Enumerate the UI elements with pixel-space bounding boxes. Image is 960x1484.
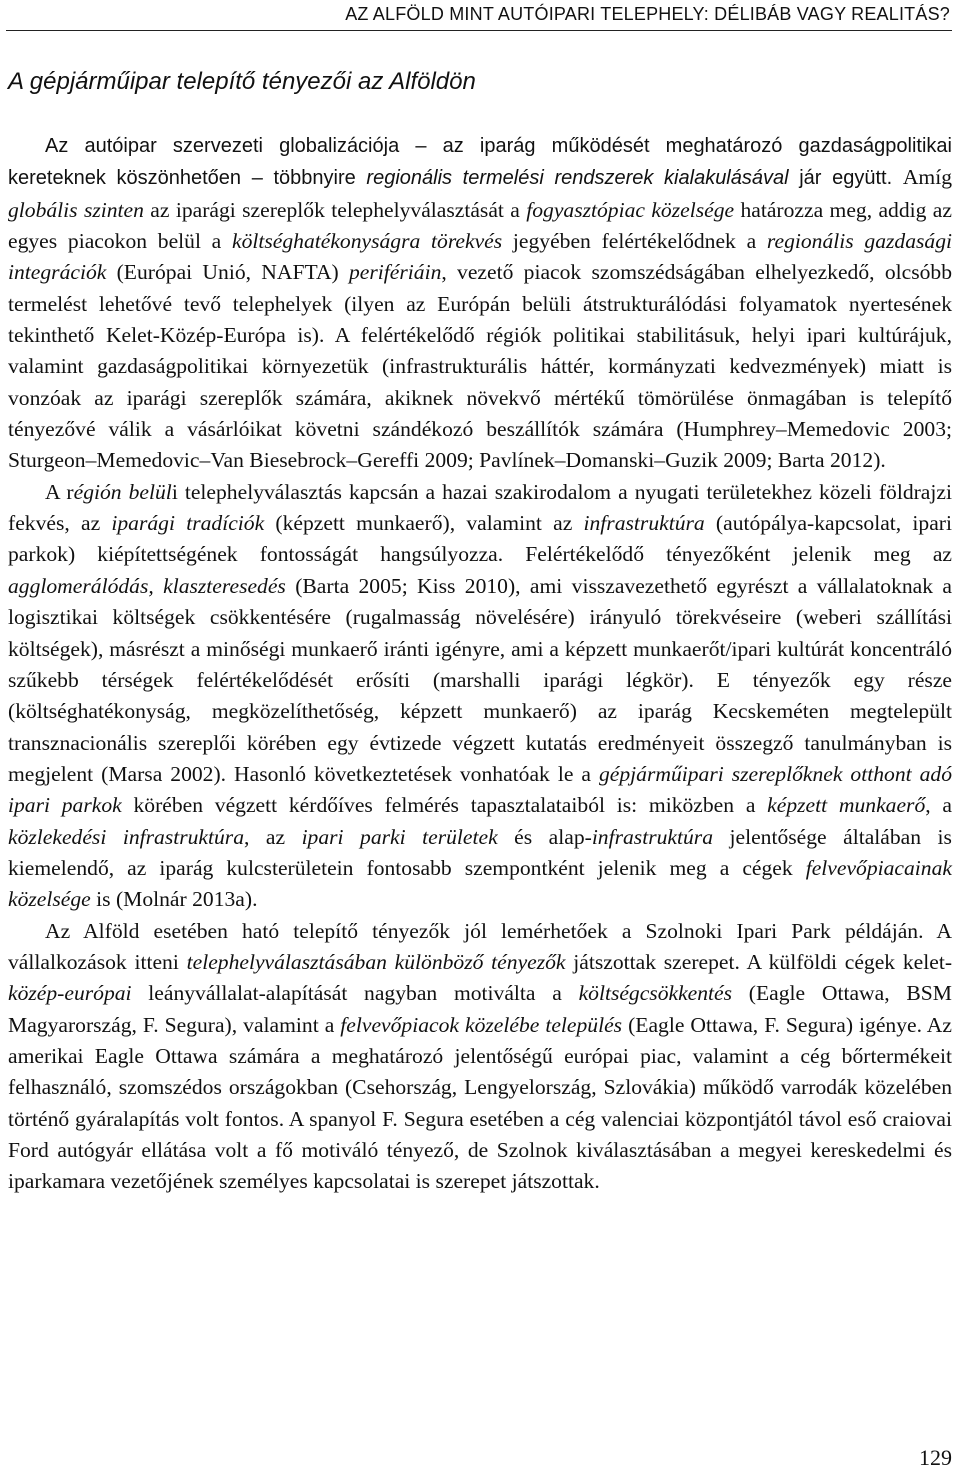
text-run: és alap-	[497, 824, 592, 849]
text-run: az iparági szereplők telephelyválasztását a	[143, 197, 527, 222]
text-run: felvevőpiacainak közelsége	[8, 855, 952, 912]
section-title: A gépjárműipar telepítő tényezői az Alföldön	[8, 68, 476, 95]
text-run: (Eagle Ottawa, F. Segura) igénye. Az amerikai Eagle Ottawa számára a meghatározó jelentőségű európai piac, valamint a cég bőrtermékeit felhasználó, szomszédos országokban (Csehország, Lengyelország, Szlovákia) működő varrodák közelében történő gyáralapítás volt fontos. A spanyol F. Segura esetében a cég valenciai központjától távol eső craiovai Ford autógyár ellátása volt a fő motiváló tényező, de Szolnok kiválasztásában a megyei kereskedelmi és iparkamara vezetőjének személyes kapcsolatai is szerepet játszottak.	[8, 1012, 952, 1194]
text-run: regionális gazdasági integrációk	[8, 229, 952, 285]
page-number: 129	[919, 1445, 952, 1470]
text-run: , a	[925, 793, 952, 818]
text-run: infrastruktúra	[591, 824, 713, 849]
text-run: iparági tradíciók	[111, 511, 265, 536]
text-run: ipari parki területek	[301, 824, 498, 849]
text-run: , vezető piacok szomszédságában elhelyezkedő, olcsóbb termelést lehetővé tevő telephelyek (ilyen az Európán belüli átstrukturálódási folyamatok nyertesének tekinthető Kelet-Közép-Európa is). A felértékelődő régiók politikai stabilitásuk, helyi ipari kultúrájuk, valamint gazdaságpolitikai környezetük (infrastrukturális háttér, kormányzati kedvezmények) miatt is vonzóak az iparági szereplők számára, akiknek növekvő mértékű tömörülése önmagában is telepítő tényezővé válik a vásárlóikat követni szándékozó beszállítók számára (Humphrey–Memedovic 2003; Sturgeon–Memedovic–Van Biesebrock–Gereffi 2009; Pavlínek–Domanski–Guzik 2009; Barta 2012).	[8, 260, 952, 473]
text-run: égión belül	[73, 479, 172, 504]
text-run: globális szinten	[8, 197, 144, 222]
text-run: képzett munkaerő	[767, 793, 926, 818]
text-run: infrastruktúra	[583, 511, 705, 536]
text-run: agglomerálódás, klaszteresedés	[8, 573, 286, 598]
text-run: telephelyválasztásában különböző tényezők	[186, 949, 566, 974]
text-run: , az	[244, 824, 302, 849]
header-rule	[6, 30, 952, 31]
text-run: felvevőpiacok közelébe település	[340, 1012, 623, 1037]
paragraph-1	[8, 130, 952, 477]
text-run: perifériáin	[349, 260, 442, 285]
paragraph-2	[8, 477, 952, 916]
text-run: i telephelyválasztás kapcsán a hazai szakirodalom a nyugati területekhez közeli földrajzi fekvés, az	[8, 479, 952, 536]
text-run: (Európai Unió, NAFTA)	[106, 260, 349, 285]
text-run: költségcsökkentés	[578, 981, 733, 1006]
body-text	[8, 130, 952, 1198]
text-run: Az autóipar szervezeti globalizációja – az iparág működését meghatározó gazdaságpolitikai kereteknek köszönhetően – többnyire	[8, 135, 952, 190]
text-run: (Barta 2005; Kiss 2010), ami visszavezethető egyrészt a vállalatoknak a logisztikai költségek csökkentésére (rugalmasság növelésére) irányuló törekvéseire (weberi szállítási költségek), másrészt a minőségi munkaerő iránti igényre, ami a képzett munkaerőt/ipari kultúrát koncentráló szűkebb térségek felértékelődését erősíti (marshalli iparági légkör). E tényezők egy része (költséghatékonyság, megközelíthetőség, képzett munkaerő) az iparág Kecskeméten megtelepült transznacionális szereplői körében egy évtizede végzett kutatás eredményeit összegző tanulmányban is megjelent (Marsa 2002). Hasonló következtetések vonhatóak le a	[8, 573, 952, 786]
text-run: jegyében felértékelődnek a	[502, 229, 767, 254]
text-run: gépjárműipari szereplőknek otthont adó ipari parkok	[8, 761, 952, 818]
text-run: határozza meg, addig az egyes piacokon belül a	[8, 197, 952, 254]
text-run: költséghatékonyságra törekvés	[232, 229, 503, 254]
text-run: Az Alföld esetében ható telepítő tényezők jól lemérhetőek a Szolnoki Ipari Park példáján. A vállalkozások itteni	[8, 918, 952, 974]
text-run: körében végzett kérdőíves felmérés tapasztalataiból is: miközben a	[121, 793, 768, 818]
text-run: Amíg	[902, 165, 953, 190]
text-run: regionális termelési rendszerek kialakulásával	[366, 167, 789, 190]
running-header: AZ ALFÖLD MINT AUTÓIPARI TELEPHELY: DÉLIBÁB VAGY REALITÁS?	[345, 4, 950, 24]
text-run: közép-európai	[8, 981, 132, 1006]
text-run: (autópálya-kapcsolat, ipari parkok) kiépítettségének fontosságát hangsúlyozza. Felértékelődő tényezőként jelenik meg az	[8, 511, 952, 567]
text-run: játszottak szerepet. A külföldi cégek kelet-	[565, 949, 953, 974]
paragraph-3	[8, 916, 952, 1198]
text-run: (képzett munkaerő), valamint az	[264, 511, 584, 536]
text-run: közlekedési infrastruktúra	[8, 824, 244, 849]
text-run: jár együtt.	[788, 167, 903, 190]
text-run: fogyasztópiac közelsége	[526, 197, 735, 222]
text-run: is (Molnár 2013a).	[90, 887, 258, 912]
text-run: jelentősége általában is kiemelendő, az iparág kulcsterületein fontosabb szempontként jelenik meg a cégek	[8, 824, 952, 880]
text-run: (Eagle Ottawa, BSM Magyarország, F. Segura), valamint a	[8, 981, 952, 1037]
text-run: A r	[45, 479, 74, 504]
text-run: leányvállalat-alapítását nagyban motiválta a	[131, 981, 579, 1006]
